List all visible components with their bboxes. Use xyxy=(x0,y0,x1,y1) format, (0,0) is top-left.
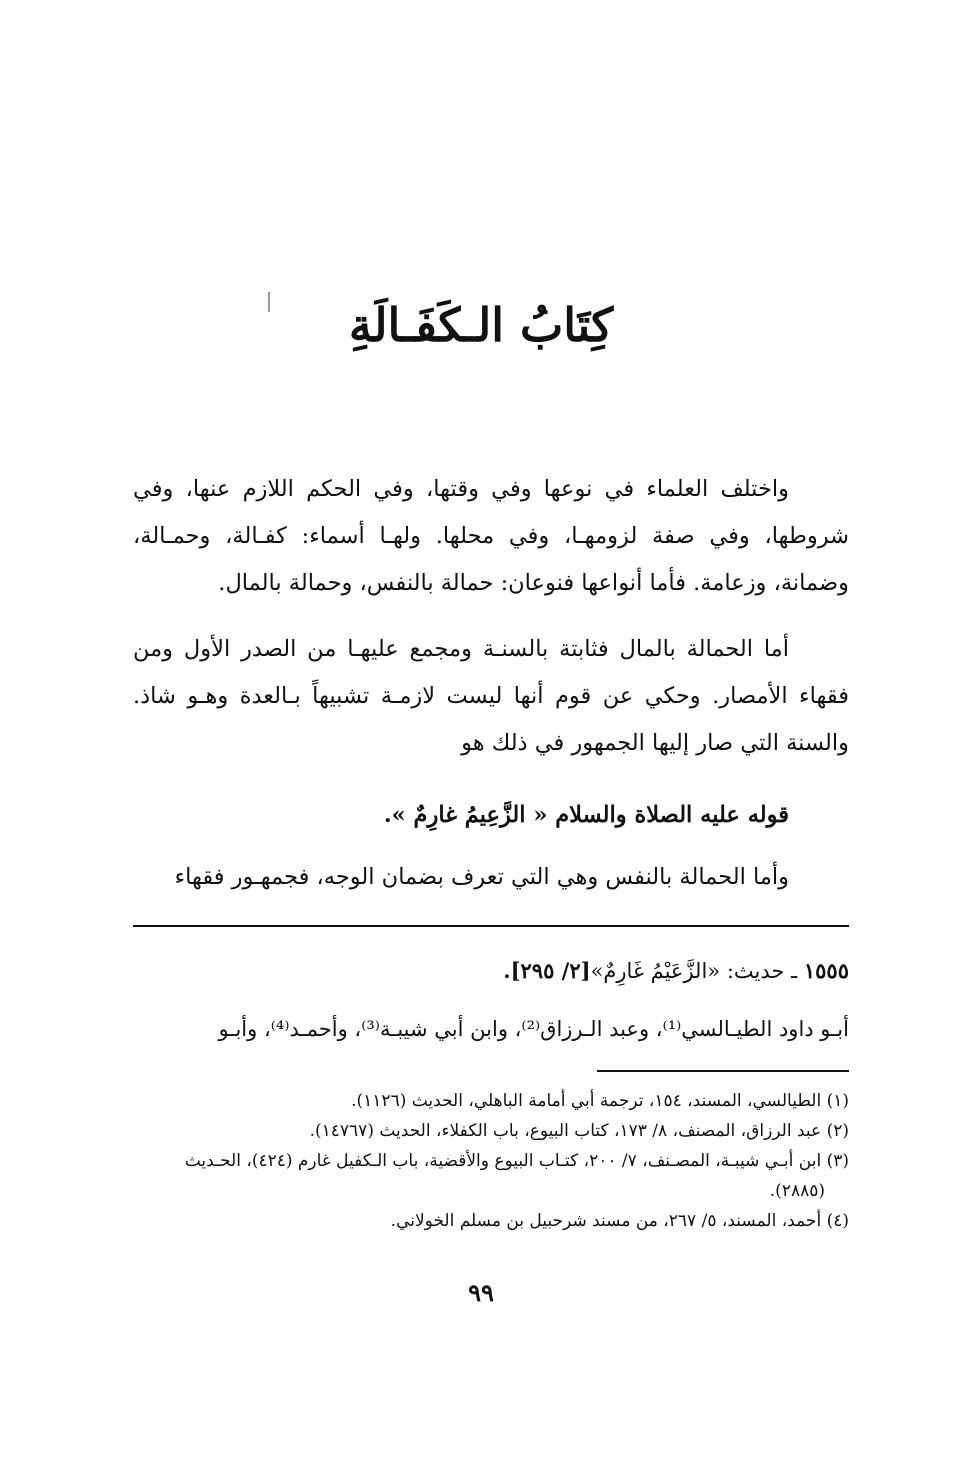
footnote-1: (١) الطيالسي، المسند، ١٥٤، ترجمة أبي أمامة الباهلي، الحديث (١١٢٦). xyxy=(351,1091,849,1111)
hadith-number: ١٥٥٥ xyxy=(803,958,849,983)
hadith-sources: أبـو داود الطيـالسي⁽¹⁾، وعبد الـرزاق⁽²⁾، وابن أبي شيبـة⁽³⁾، وأحمـد⁽⁴⁾، وأبـو xyxy=(218,1017,849,1041)
footnote-4: (٤) أحمد، المسند، ٥/ ٢٦٧، من مسند شرحبيل بن مسلم الخولاني. xyxy=(390,1211,849,1231)
hadith-prefix: ـ حديث: xyxy=(726,959,798,983)
paragraph-2 xyxy=(133,626,849,767)
main-divider xyxy=(133,925,849,927)
paragraph-1 xyxy=(133,466,849,607)
hadith-reference: [٢/ ٢٩٥]. xyxy=(503,958,591,983)
hadith-quote xyxy=(133,792,849,839)
footnote-2: (٢) عبد الرزاق، المصنف، ٨/ ١٧٣، كتاب البيوع، باب الكفلاء، الحديث (١٤٧٦٧). xyxy=(309,1121,849,1141)
hadith-takhrij xyxy=(133,948,849,994)
hadith-quote-text: قوله عليه الصلاة والسلام « الزَّعِيمُ غارِمٌ ». xyxy=(383,802,789,828)
paragraph-2-text: أما الحمالة بالمال فثابتة بالسنـة ومجمع عليهـا من الصدر الأول ومن فقهاء الأمصار. وحكي عن قوم أنها ليست لازمـة تشبيهاً بـالعدة وهـو شاذ. والسنة التي صار إليها الجمهور في ذلك هو xyxy=(133,636,849,756)
footnotes xyxy=(133,1086,849,1236)
footnote-3-text: (٣) ابن أبـي شيبـة، المصـنف، ٧/ ٢٠٠، كتـاب البيوع والأقضية، باب الـكفيل غارم (٤٢٤)، الحـديث xyxy=(184,1151,849,1171)
page-number: ٩٩ xyxy=(468,1278,494,1307)
paragraph-1-text: واختلف العلماء في نوعها وفي وقتها، وفي الحكم اللازم عنها، وفي شروطها، وفي صفة لزومهـا، وفي محلها. ولهـا أسماء: كفـالة، وحمـالة، وضمانة، وزعامة. فأما أنواعها فنوعان: حمالة بالنفس، وحمالة بالمال. xyxy=(133,476,849,596)
paragraph-3 xyxy=(133,854,849,901)
chapter-title: كِتَابُ الـكَفَـالَةِ xyxy=(348,298,614,352)
hadith-text: «الزَّعَيْمُ غَارِمٌ» xyxy=(590,959,721,983)
footnote-3 xyxy=(133,1146,849,1206)
footnote-divider xyxy=(597,1070,849,1072)
paragraph-3-text: وأما الحمالة بالنفس وهي التي تعرف بضمان الوجه، فجمهـور فقهاء xyxy=(174,864,789,890)
footnote-3-continuation: (٢٨٨٥). xyxy=(769,1181,825,1201)
